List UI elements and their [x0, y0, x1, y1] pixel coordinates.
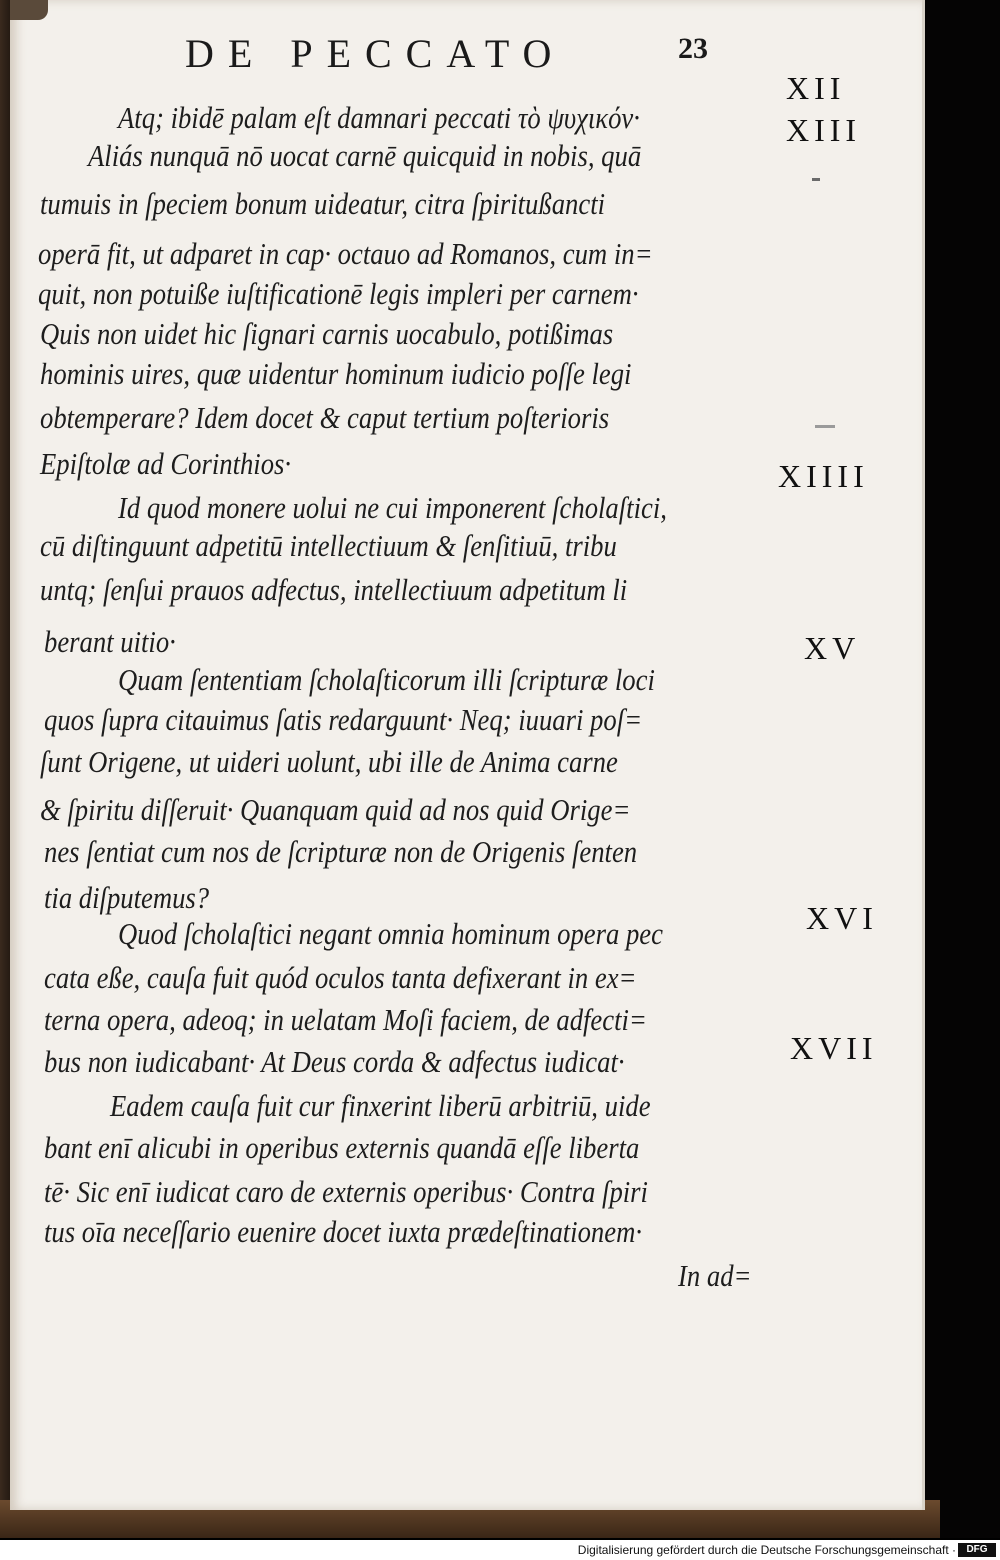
catchword: In ad=: [678, 1258, 752, 1293]
text-line: Quam ſententiam ſcholaſticorum illi ſcripturæ loci: [118, 662, 655, 697]
text-line: tē· Sic enī iudicat caro de externis operibus· Contra ſpiri: [44, 1174, 648, 1209]
text-line: cū diſtinguunt adpetitū intellectiuum & ſenſitiuū, tribu: [40, 528, 617, 563]
text-line: Aliás nunquā nō uocat carnē quicquid in nobis, quā: [88, 138, 642, 173]
ink-speck: [815, 425, 835, 428]
margin-note: XVI: [806, 900, 878, 936]
text-line: tus oīa neceſſario euenire docet iuxta prædeſtinationem·: [44, 1214, 643, 1249]
text-line: Quod ſcholaſtici negant omnia hominum opera pec: [118, 916, 663, 951]
dfg-logo-icon: DFG: [958, 1543, 996, 1557]
ink-speck: [812, 178, 820, 181]
text-line: operā fit, ut adparet in cap· octauo ad Romanos, cum in=: [38, 236, 653, 271]
text-line: Atq; ibidē palam eſt damnari peccati τὸ ψυχικόν·: [118, 100, 640, 135]
text-line: terna opera, adeoq; in uelatam Moſi faciem, de adfecti=: [44, 1002, 647, 1037]
margin-note: XV: [804, 630, 861, 666]
text-line: berant uitio·: [44, 624, 176, 659]
running-head: DE PECCATO: [185, 31, 566, 76]
text-line: & ſpiritu diſſeruit· Quanquam quid ad nos quid Orige=: [40, 792, 631, 827]
text-line: nes ſentiat cum nos de ſcripturæ non de Origenis ſenten: [44, 834, 638, 869]
text-line: Quis non uidet hic ſignari carnis uocabulo, potißimas: [40, 316, 614, 351]
text-line: Id quod monere uolui ne cui imponerent ſcholaſtici,: [118, 490, 667, 525]
text-line: obtemperare? Idem docet & caput tertium poſterioris: [40, 400, 610, 435]
page-number: 23: [678, 32, 708, 65]
text-line: tumuis in ſpeciem bonum uideatur, citra ſpiritußancti: [40, 186, 606, 221]
text-line: quos ſupra citauimus ſatis redarguunt· Neq; iuuari poſ=: [44, 702, 643, 737]
text-line: Epiſtolæ ad Corinthios·: [40, 446, 292, 481]
text-line: Eadem cauſa fuit cur finxerint liberū arbitriū, uide: [110, 1088, 651, 1123]
margin-note: XIII: [786, 112, 862, 148]
footer-credit-text: Digitalisierung gefördert durch die Deutsche Forschungsgemeinschaft ·: [577, 1543, 956, 1557]
text-line: ſunt Origene, ut uideri uolunt, ubi ille de Anima carne: [40, 744, 618, 779]
text-line: untq; ſenſui prauos adfectus, intellectiuum adpetitum li: [40, 572, 628, 607]
margin-note: XIIII: [778, 458, 869, 494]
text-line: cata eße, cauſa fuit quód oculos tanta defixerant in ex=: [44, 960, 637, 995]
margin-note: XII: [786, 70, 846, 106]
footer-bar: [0, 1540, 1000, 1560]
text-line: bus non iudicabant· At Deus corda & adfectus iudicat·: [44, 1044, 625, 1079]
margin-note: XVII: [790, 1030, 878, 1066]
text-line: quit, non potuiße iuſtificationē legis impleri per carnem·: [38, 276, 639, 311]
text-line: hominis uires, quæ uidentur hominum iudicio poſſe legi: [40, 356, 632, 391]
text-line: tia diſputemus?: [44, 880, 210, 915]
text-line: bant enī alicubi in operibus externis quandā eſſe liberta: [44, 1130, 640, 1165]
